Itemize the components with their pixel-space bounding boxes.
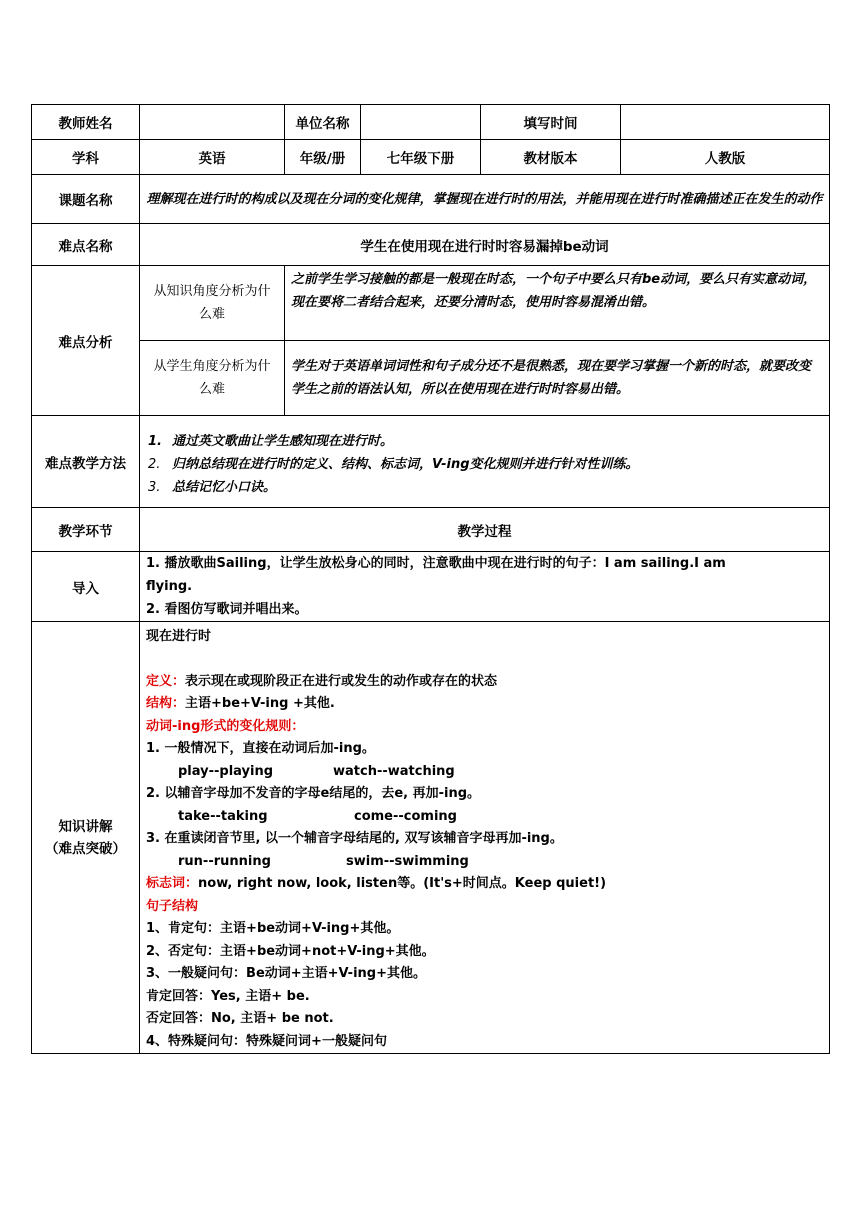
method-item [148,476,823,499]
knowledge-label-cell [32,622,140,1054]
topic-value: 理解现在进行时的构成以及现在分词的变化规律，掌握现在进行时的用法，并能用现在进行时准确描述正在发生的动作 [140,175,830,224]
rule-1-examples [146,761,823,784]
process-label: 教学过程 [140,508,830,552]
teacher-name-label: 教师姓名 [32,105,140,140]
row-knowledge [32,622,830,1054]
unit-name-label: 单位名称 [285,105,361,140]
signal-words-line [146,873,823,896]
rule-3-examples [146,851,823,874]
signal-words-text: now, right now, look, listen等。(It's+时间点。Keep quiet!) [198,876,607,891]
rules-title: 动词-ing形式的变化规则： [146,718,305,734]
method-item-number: 3. [148,480,161,495]
structure-line [146,693,823,716]
rule-2-examples [146,806,823,829]
edition-value: 人教版 [621,140,830,175]
row-analysis-knowledge [32,266,830,341]
fill-time-label: 填写时间 [481,105,621,140]
difficulty-label: 难点名称 [32,224,140,266]
grade-label: 年级/册 [285,140,361,175]
subject-label: 学科 [32,140,140,175]
rule-2: 2. 以辅音字母加不发音的字母e结尾的，去e, 再加-ing。 [146,786,481,801]
rule-3: 3. 在重读闭音节里, 以一个辅音字母结尾的, 双写该辅音字母再加-ing。 [146,831,563,846]
analysis-student-text: 学生对于英语单词词性和句子成分还不是很熟悉，现在要学习掌握一个新的时态，就要改变学生之前的语法认知，所以在使用现在进行时时容易出错。 [285,341,830,416]
analysis-student-label: 从学生角度分析为什么难 [140,341,285,416]
method-item [148,453,823,476]
difficulty-value: 学生在使用现在进行时时容易漏掉be动词 [140,224,830,266]
spacer [146,649,823,671]
analysis-label: 难点分析 [32,266,140,416]
row-difficulty [32,224,830,266]
intro-content [140,552,830,622]
analysis-knowledge-label: 从知识角度分析为什么难 [140,266,285,341]
sentence-structure-title: 句子结构 [146,898,199,914]
process-step-label: 教学环节 [32,508,140,552]
edition-label: 教材版本 [481,140,621,175]
sentence-question: 3、一般疑问句：Be动词+主语+V-ing+其他。 [146,966,426,981]
intro-line-3: 2. 看图仿写歌词并唱出来。 [146,602,308,617]
method-item-text: 通过英文歌曲让学生感知现在进行时。 [172,434,394,449]
lesson-plan-table [31,104,830,1054]
sentence-negative: 2、否定句：主语+be动词+not+V-ing+其他。 [146,943,435,959]
method-item-text: 归纳总结现在进行时的定义、结构、标志词，V-ing变化规则并进行针对性训练。 [172,457,639,472]
intro-label: 导入 [32,552,140,622]
row-subject-info [32,140,830,175]
definition-label: 定义： [146,673,186,689]
rule-1-example-b: watch--watching [333,763,455,779]
row-topic [32,175,830,224]
rule-1: 1. 一般情况下，直接在动词后加-ing。 [146,741,375,756]
row-method [32,416,830,508]
teacher-name-value[interactable] [140,105,285,140]
row-teacher-info [32,105,830,140]
rule-2-example-a: take--taking [178,808,268,824]
knowledge-title: 现在进行时 [146,629,212,644]
intro-line-1: 1. 播放歌曲Sailing，让学生放松身心的同时，注意歌曲中现在进行时的句子：I am sailing.I am [146,556,726,571]
sentence-affirmative: 1、肯定句：主语+be动词+V-ing+其他。 [146,921,400,936]
unit-name-value[interactable] [361,105,481,140]
row-analysis-student [32,341,830,416]
definition-text: 表示现在或现阶段正在进行或发生的动作或存在的状态 [185,673,498,689]
rule-1-example-a: play--playing [178,763,274,779]
fill-time-value[interactable] [621,105,830,140]
structure-label: 结构： [146,696,186,711]
sentence-no-answer: 否定回答：No, 主语+ be not. [146,1011,334,1026]
subject-value: 英语 [140,140,285,175]
rule-2-example-b: come--coming [354,808,457,824]
method-item-text: 总结记忆小口诀。 [172,480,277,495]
method-item-number: 2. [148,457,161,472]
topic-label: 课题名称 [32,175,140,224]
rule-3-example-a: run--running [178,853,271,869]
definition-line [146,671,823,694]
rule-3-example-b: swim--swimming [346,853,469,869]
method-label: 难点教学方法 [32,416,140,508]
row-process-header [32,508,830,552]
method-list [140,416,830,508]
knowledge-content [140,622,830,1054]
sentence-yes-answer: 肯定回答：Yes, 主语+ be. [146,988,310,1004]
knowledge-label: 知识讲解 [58,818,113,835]
row-intro [32,552,830,622]
knowledge-sublabel: （难点突破） [45,840,126,857]
sentence-special-question: 4、特殊疑问句：特殊疑问词+一般疑问句 [146,1033,387,1049]
analysis-knowledge-text: 之前学生学习接触的都是一般现在时态，一个句子中要么只有be动词，要么只有实意动词，现在要将二者结合起来，还要分清时态，使用时容易混淆出错。 [285,266,830,341]
structure-text: 主语+be+V-ing +其他. [185,696,335,711]
method-item-number: 1. [148,434,162,449]
signal-words-label: 标志词： [146,876,199,891]
intro-line-2: flying. [146,579,193,594]
grade-value: 七年级下册 [361,140,481,175]
method-item [148,430,823,453]
